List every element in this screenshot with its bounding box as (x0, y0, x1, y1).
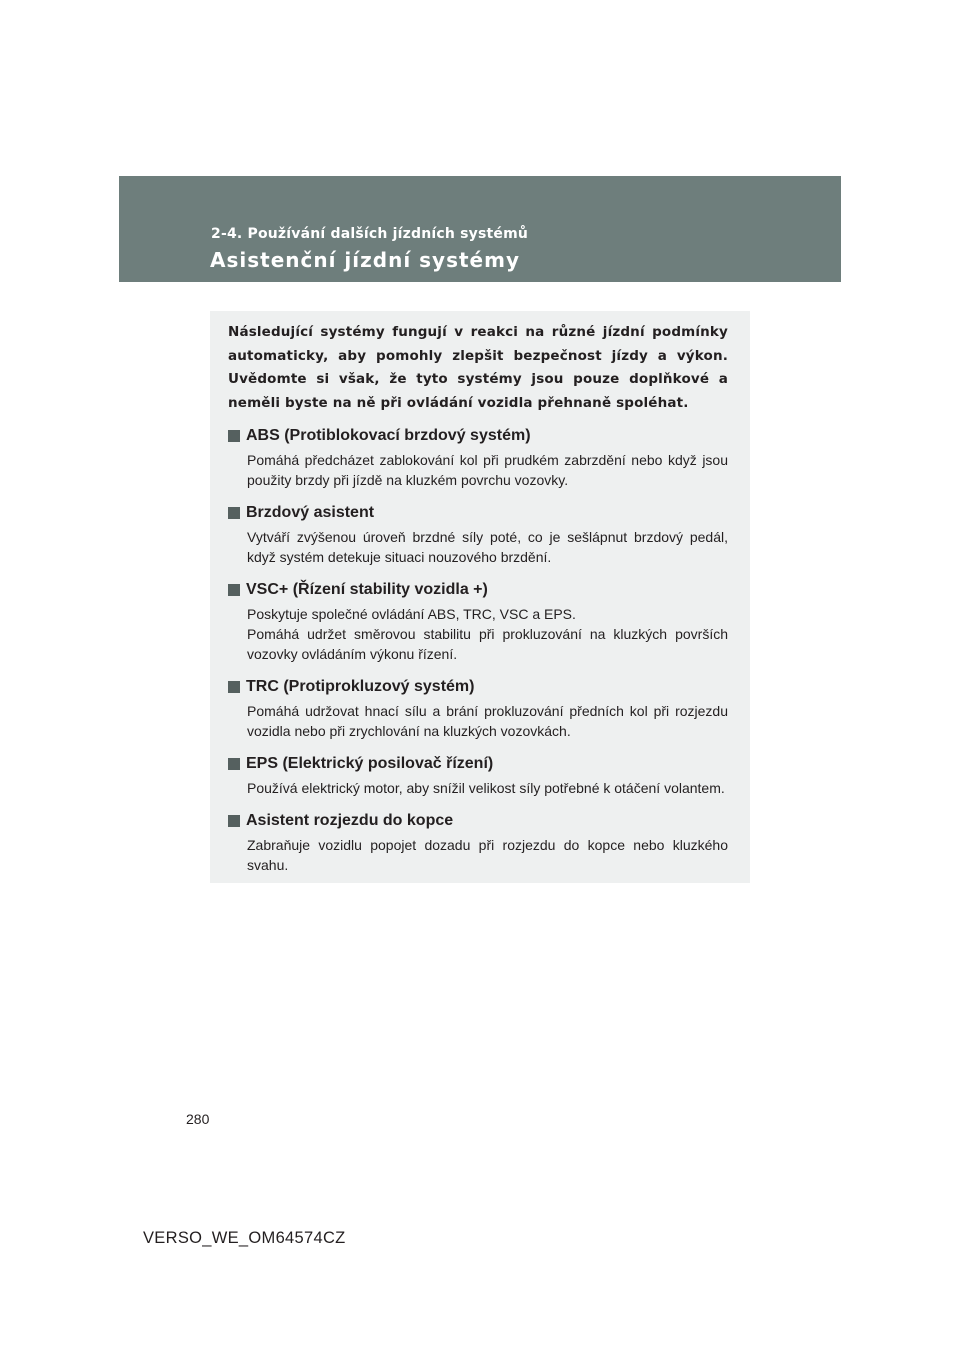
item-description (247, 450, 728, 490)
bullet-square-icon (228, 507, 240, 519)
item-trc (228, 676, 728, 741)
item-line: Používá elektrický motor, aby snížil velikost síly potřebné k otáčení volantem. (247, 780, 725, 796)
item-heading (228, 579, 728, 601)
document-code: VERSO_WE_OM64574CZ (143, 1229, 346, 1247)
chapter-header (119, 176, 841, 282)
bullet-square-icon (228, 758, 240, 770)
item-heading (228, 753, 728, 775)
item-description (247, 778, 728, 798)
content-box (210, 311, 750, 883)
item-line: Poskytuje společné ovládání ABS, TRC, VSC a EPS. (247, 606, 576, 622)
bullet-square-icon (228, 584, 240, 596)
item-description (247, 701, 728, 741)
section-label: 2-4. Používání dalších jízdních systémů (211, 226, 529, 242)
item-heading-text: Brzdový asistent (246, 504, 375, 521)
page-title: Asistenční jízdní systémy (210, 248, 520, 272)
item-line: Pomáhá předcházet zablokování kol při prudkém zabrzdění nebo když jsou použity brzdy při jízdě na kluzkém povrchu vozovky. (247, 452, 728, 488)
item-description (247, 835, 728, 875)
item-description (247, 527, 728, 567)
item-heading (228, 425, 728, 447)
item-line: Pomáhá udržovat hnací sílu a brání prokluzování předních kol při rozjezdu vozidla nebo při zrychlování na kluzkých vozovkách. (247, 703, 728, 739)
item-abs (228, 425, 728, 490)
page-number: 280 (186, 1111, 210, 1127)
item-brake-assist (228, 502, 728, 567)
item-heading-text: ABS (Protiblokovací brzdový systém) (246, 427, 531, 444)
item-heading (228, 676, 728, 698)
item-eps (228, 753, 728, 798)
bullet-square-icon (228, 430, 240, 442)
item-heading-text: TRC (Protiprokluzový systém) (246, 678, 475, 695)
item-heading-text: Asistent rozjezdu do kopce (246, 812, 454, 829)
bullet-square-icon (228, 681, 240, 693)
item-heading (228, 810, 728, 832)
item-heading-text: VSC+ (Řízení stability vozidla +) (246, 581, 488, 598)
item-description (247, 604, 728, 664)
bullet-square-icon (228, 815, 240, 827)
item-heading-text: EPS (Elektrický posilovač řízení) (246, 755, 494, 772)
item-hill-start-assist (228, 810, 728, 875)
intro-text: Následující systémy fungují v reakci na různé jízdní podmínky automaticky, aby pomohly zlepšit bezpečnost jízdy a výkon. Uvědomte si však, že tyto systémy jsou pouze doplňkové a neměli byste na ně při ovládání vozidla přehnaně spoléhat. (228, 324, 728, 411)
item-line: Zabraňuje vozidlu popojet dozadu při rozjezdu do kopce nebo kluzkého svahu. (247, 837, 728, 873)
item-line: Vytváří zvýšenou úroveň brzdné síly poté, co je sešlápnut brzdový pedál, když systém detekuje situaci nouzového brzdění. (247, 529, 728, 565)
item-heading (228, 502, 728, 524)
item-vsc (228, 579, 728, 664)
item-line: Pomáhá udržet směrovou stabilitu při prokluzování na kluzkých površích vozovky ovládáním výkonu řízení. (247, 626, 728, 662)
